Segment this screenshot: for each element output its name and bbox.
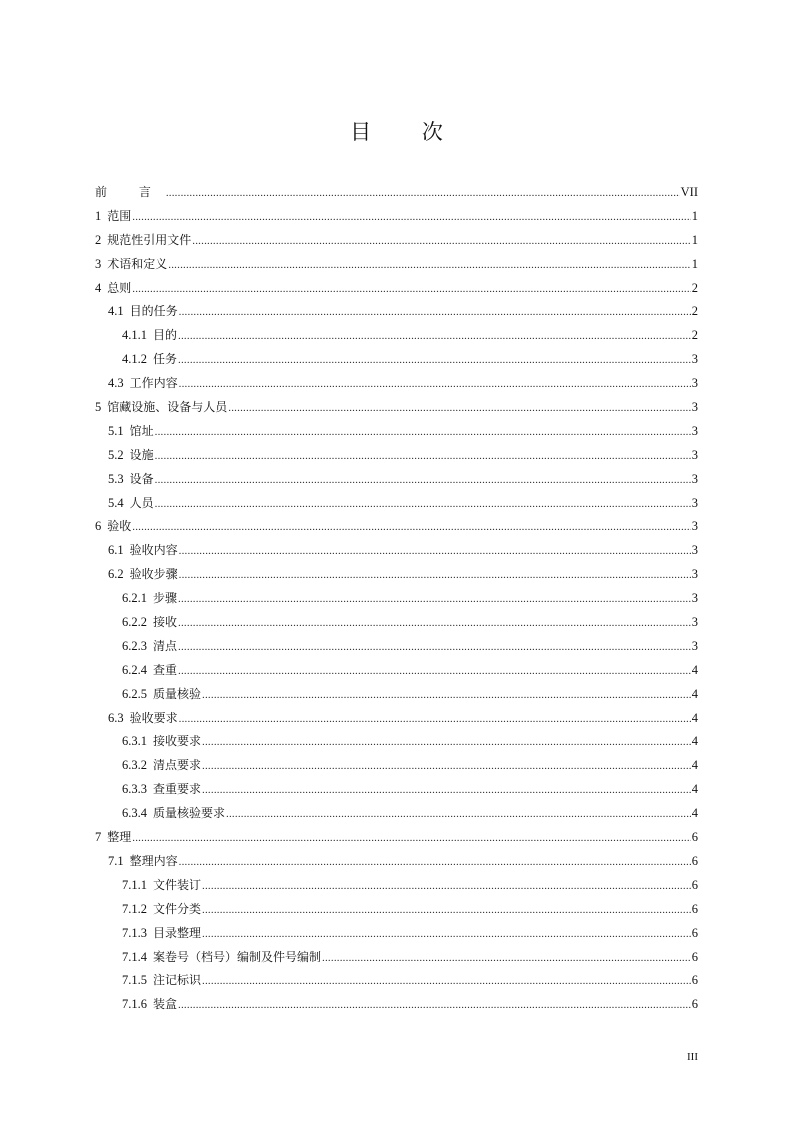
- dot-leader: [179, 564, 691, 588]
- dot-leader: [226, 803, 691, 827]
- toc-entry-number: 6.2: [108, 567, 124, 582]
- toc-entry-title: 接收: [153, 615, 178, 630]
- toc-entry-number: 5: [95, 400, 102, 415]
- toc-entry-page: 3: [691, 400, 698, 415]
- toc-entry[interactable]: [95, 778, 698, 802]
- toc-entry[interactable]: [95, 539, 698, 563]
- toc-entry-title: 工作内容: [129, 376, 178, 391]
- toc-entry-title: 整理: [107, 830, 132, 845]
- page-title: 目 次: [350, 120, 465, 144]
- toc-entry-page: 6: [691, 901, 698, 916]
- toc-entry-title: 设施: [129, 447, 154, 462]
- toc-entry[interactable]: [95, 587, 698, 611]
- toc-entry-number: 4.1.1: [122, 328, 147, 343]
- toc-entry[interactable]: [95, 659, 698, 683]
- toc-entry-page: 3: [691, 423, 698, 438]
- toc-entry-title: 整理内容: [129, 853, 178, 868]
- toc-entry-page: VII: [680, 185, 698, 199]
- dot-leader: [132, 206, 690, 230]
- toc-entry-page: 4: [691, 758, 698, 773]
- toc-entry-page: 3: [691, 591, 698, 606]
- toc-entry-title: 前 言: [95, 185, 165, 199]
- toc-entry-page: 2: [691, 328, 698, 343]
- toc-entry-title: 质量核验: [153, 686, 202, 701]
- toc-entry-page: 6: [691, 949, 698, 964]
- toc-entry[interactable]: [95, 300, 698, 324]
- toc-entry[interactable]: [95, 730, 698, 754]
- toc-entry-title: 案卷号（档号）编制及件号编制: [153, 949, 322, 964]
- toc-entry-number: 5.4: [108, 495, 124, 510]
- toc-entry-title: 任务: [153, 352, 178, 367]
- toc-entry-number: 6.2.3: [122, 638, 147, 653]
- toc-entry-number: 6.3.2: [122, 758, 147, 773]
- toc-entry-title: 装盒: [153, 997, 178, 1012]
- toc-entry[interactable]: [95, 826, 698, 850]
- toc-entry-number: 7.1.5: [122, 973, 147, 988]
- toc-entry-number: 6.3.4: [122, 806, 147, 821]
- toc-entry-page: 3: [691, 471, 698, 486]
- toc-entry[interactable]: [95, 396, 698, 420]
- dot-leader: [178, 994, 691, 1018]
- toc-entry-number: 7.1.4: [122, 949, 147, 964]
- dot-leader: [322, 947, 691, 971]
- toc-entry[interactable]: [95, 515, 698, 539]
- toc-entry[interactable]: [95, 683, 698, 707]
- toc-entry-page: 3: [691, 638, 698, 653]
- toc-entry-page: 3: [691, 615, 698, 630]
- dot-leader: [166, 182, 680, 206]
- toc-entry-number: 7.1: [108, 853, 124, 868]
- toc-entry[interactable]: [95, 324, 698, 348]
- toc-entry-title: 注记标识: [153, 973, 202, 988]
- toc-entry-page: 4: [691, 710, 698, 725]
- dot-leader: [179, 708, 691, 732]
- toc-entry-number: 7: [95, 830, 102, 845]
- toc-entry[interactable]: [95, 802, 698, 826]
- toc-entry[interactable]: [95, 754, 698, 778]
- toc-entry[interactable]: [95, 635, 698, 659]
- toc-entry-page: 4: [691, 782, 698, 797]
- toc-entry-title: 目录整理: [153, 925, 202, 940]
- dot-leader: [202, 684, 691, 708]
- dot-leader: [202, 755, 691, 779]
- toc-entry-number: 6.1: [108, 543, 124, 558]
- toc-entry-title: 馆藏设施、设备与人员: [107, 400, 228, 415]
- toc-entry-title: 验收步骤: [129, 567, 178, 582]
- toc-entry-number: 4.1: [108, 304, 124, 319]
- dot-leader: [228, 397, 690, 421]
- dot-leader: [155, 493, 691, 517]
- toc-entry-page: 3: [691, 495, 698, 510]
- toc-entry-number: 6.2.4: [122, 662, 147, 677]
- toc-entry-title: 范围: [107, 208, 132, 223]
- page-number: III: [687, 1051, 698, 1063]
- toc-entry[interactable]: [95, 611, 698, 635]
- toc-entry[interactable]: [95, 277, 698, 301]
- toc-entry-title: 术语和定义: [107, 256, 168, 271]
- toc-entry-page: 2: [691, 280, 698, 295]
- dot-leader: [179, 851, 691, 875]
- toc-entry-title: 验收: [107, 519, 132, 534]
- dot-leader: [178, 325, 691, 349]
- toc-entry-title: 验收要求: [129, 710, 178, 725]
- toc-entry[interactable]: [95, 253, 698, 277]
- toc-entry-title: 清点: [153, 638, 178, 653]
- toc-entry-number: 4.1.2: [122, 352, 147, 367]
- toc-entry-page: 1: [691, 208, 698, 223]
- toc-entry-number: 6: [95, 519, 102, 534]
- toc-entry-page: 2: [691, 304, 698, 319]
- toc-entry[interactable]: [95, 993, 698, 1017]
- dot-leader: [202, 875, 691, 899]
- toc-entry-number: 5.2: [108, 447, 124, 462]
- toc-entry-number: 4: [95, 280, 102, 295]
- toc-entry-page: 4: [691, 686, 698, 701]
- toc-entry-title: 查重: [153, 662, 178, 677]
- toc-entry[interactable]: [95, 850, 698, 874]
- toc-entry[interactable]: [95, 898, 698, 922]
- toc-entry-number: 6.2.1: [122, 591, 147, 606]
- toc-entry-number: 6.2.2: [122, 615, 147, 630]
- toc-entry-number: 5.1: [108, 423, 124, 438]
- toc-entry[interactable]: [95, 563, 698, 587]
- dot-leader: [202, 970, 691, 994]
- dot-leader: [132, 827, 690, 851]
- toc-entry-number: 7.1.3: [122, 925, 147, 940]
- toc-entry-title: 规范性引用文件: [107, 232, 192, 247]
- dot-leader: [178, 660, 691, 684]
- toc-entry-page: 3: [691, 352, 698, 367]
- toc-entry-number: 6.3.3: [122, 782, 147, 797]
- dot-leader: [178, 349, 691, 373]
- toc-entry-title: 查重要求: [153, 782, 202, 797]
- dot-leader: [179, 540, 691, 564]
- dot-leader: [202, 923, 691, 947]
- toc-entry-page: 1: [691, 256, 698, 271]
- dot-leader: [179, 301, 691, 325]
- toc-entry-number: 4.3: [108, 376, 124, 391]
- toc-entry-title: 文件分类: [153, 901, 202, 916]
- toc-entry-page: 4: [691, 662, 698, 677]
- toc-entry[interactable]: [95, 492, 698, 516]
- toc-entry-number: 1: [95, 208, 102, 223]
- dot-leader: [132, 278, 690, 302]
- toc-entry[interactable]: [95, 372, 698, 396]
- toc-entry[interactable]: [95, 420, 698, 444]
- toc-entry-title: 接收要求: [153, 734, 202, 749]
- toc-entry-number: 5.3: [108, 471, 124, 486]
- toc-entry-page: 6: [691, 830, 698, 845]
- toc-entry-number: 3: [95, 256, 102, 271]
- toc-entry-title: 设备: [129, 471, 154, 486]
- toc-entry-title: 质量核验要求: [153, 806, 226, 821]
- toc-entry-number: 2: [95, 232, 102, 247]
- toc-entry-title: 目的: [153, 328, 178, 343]
- toc-entry[interactable]: [95, 874, 698, 898]
- toc-entry[interactable]: [95, 348, 698, 372]
- table-of-contents: [95, 181, 698, 1017]
- toc-entry[interactable]: [95, 946, 698, 970]
- toc-entry-title: 总则: [107, 280, 132, 295]
- toc-entry-number: 7.1.1: [122, 877, 147, 892]
- toc-entry-number: 6.3.1: [122, 734, 147, 749]
- toc-entry-page: 1: [691, 232, 698, 247]
- toc-entry-title: 清点要求: [153, 758, 202, 773]
- toc-entry[interactable]: [95, 468, 698, 492]
- dot-leader: [178, 636, 691, 660]
- toc-entry-page: 3: [691, 447, 698, 462]
- dot-leader: [202, 779, 691, 803]
- toc-entry-page: 3: [691, 519, 698, 534]
- dot-leader: [178, 612, 691, 636]
- toc-entry[interactable]: [95, 969, 698, 993]
- toc-entry-title: 目的任务: [129, 304, 178, 319]
- toc-entry[interactable]: [95, 181, 698, 205]
- toc-entry-number: 7.1.6: [122, 997, 147, 1012]
- dot-leader: [178, 588, 691, 612]
- toc-entry[interactable]: [95, 707, 698, 731]
- toc-entry-number: 6.2.5: [122, 686, 147, 701]
- toc-entry-page: 3: [691, 543, 698, 558]
- dot-leader: [155, 445, 691, 469]
- toc-entry-page: 4: [691, 734, 698, 749]
- toc-entry-page: 3: [691, 567, 698, 582]
- dot-leader: [192, 230, 690, 254]
- toc-entry-page: 6: [691, 877, 698, 892]
- dot-leader: [132, 516, 690, 540]
- toc-entry[interactable]: [95, 444, 698, 468]
- dot-leader: [155, 421, 691, 445]
- toc-entry-page: 6: [691, 853, 698, 868]
- dot-leader: [202, 899, 691, 923]
- toc-entry[interactable]: [95, 205, 698, 229]
- toc-entry-number: 7.1.2: [122, 901, 147, 916]
- toc-entry[interactable]: [95, 229, 698, 253]
- toc-entry-title: 人员: [129, 495, 154, 510]
- toc-entry-page: 4: [691, 806, 698, 821]
- toc-entry[interactable]: [95, 922, 698, 946]
- dot-leader: [179, 373, 691, 397]
- toc-entry-title: 步骤: [153, 591, 178, 606]
- dot-leader: [202, 731, 691, 755]
- toc-entry-number: 6.3: [108, 710, 124, 725]
- toc-entry-title: 馆址: [129, 423, 154, 438]
- toc-entry-page: 3: [691, 376, 698, 391]
- toc-entry-page: 6: [691, 925, 698, 940]
- dot-leader: [168, 254, 690, 278]
- toc-entry-title: 验收内容: [129, 543, 178, 558]
- toc-entry-title: 文件装订: [153, 877, 202, 892]
- dot-leader: [155, 469, 691, 493]
- toc-entry-page: 6: [691, 973, 698, 988]
- toc-entry-page: 6: [691, 997, 698, 1012]
